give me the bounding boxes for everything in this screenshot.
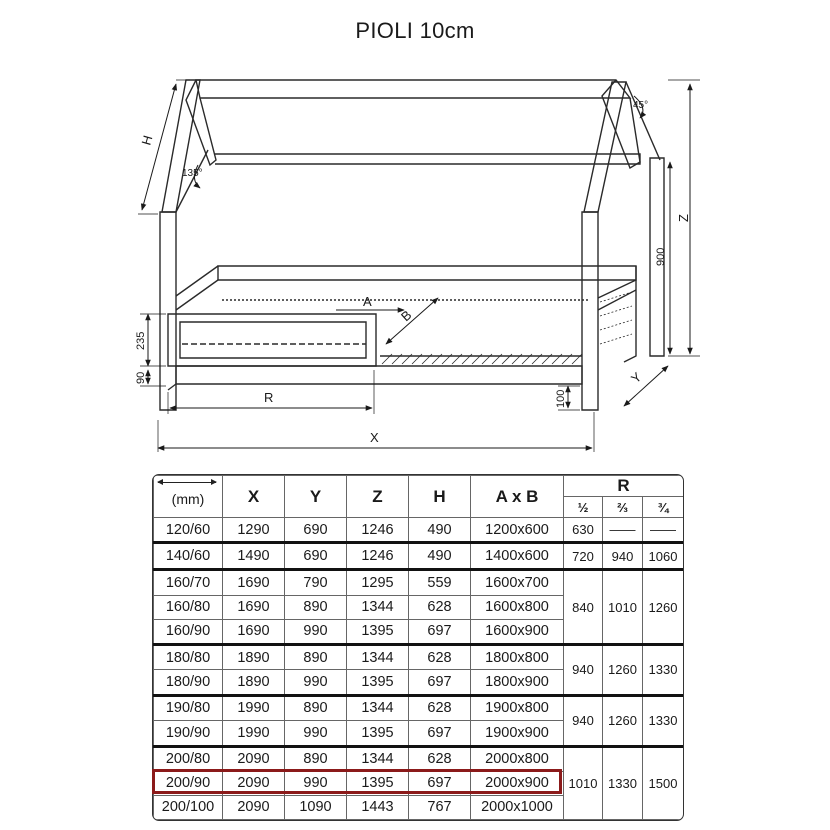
x-cell: 1690	[223, 619, 285, 644]
dim-z-label: Z	[676, 214, 691, 222]
size-table	[152, 474, 684, 821]
r-two-thirds-cell: 1010	[603, 570, 643, 645]
r-half-cell: 940	[564, 644, 603, 695]
size-cell: 200/90	[154, 771, 223, 795]
x-cell: 1690	[223, 570, 285, 595]
header-x: X	[223, 476, 285, 518]
y-cell: 690	[285, 518, 347, 543]
y-cell: 990	[285, 619, 347, 644]
z-cell: 1395	[347, 670, 409, 695]
x-cell: 1890	[223, 670, 285, 695]
size-cell: 160/80	[154, 595, 223, 619]
z-cell: 1443	[347, 795, 409, 819]
table-row	[154, 695, 684, 720]
r-three-quarters-cell: 1260	[643, 570, 684, 645]
dim-90-label: 90	[135, 371, 147, 384]
ab-cell: 1900x900	[471, 721, 564, 746]
r-three-quarters-cell: 1330	[643, 644, 684, 695]
size-cell: 140/60	[154, 543, 223, 570]
x-cell: 2090	[223, 795, 285, 819]
h-cell: 628	[409, 746, 471, 771]
z-cell: 1246	[347, 518, 409, 543]
header-r-two-thirds: ⅔	[603, 497, 643, 518]
r-half-cell: 840	[564, 570, 603, 645]
size-cell: 180/90	[154, 670, 223, 695]
ab-cell: 1900x800	[471, 695, 564, 720]
dim-235-label: 235	[135, 331, 147, 350]
r-three-quarters-cell: 1060	[643, 543, 684, 570]
ab-cell: 1600x800	[471, 595, 564, 619]
dim-r-label: R	[264, 390, 274, 405]
z-cell: 1295	[347, 570, 409, 595]
r-two-thirds-cell: 940	[603, 543, 643, 570]
dim-angle-135-label: 135°	[182, 168, 203, 179]
slat-hatching	[382, 292, 632, 364]
size-cell: 200/100	[154, 795, 223, 819]
x-cell: 1890	[223, 644, 285, 669]
dim-a-label: A	[363, 294, 372, 309]
z-cell: 1395	[347, 721, 409, 746]
y-cell: 890	[285, 746, 347, 771]
unit-header: (mm)	[154, 476, 223, 518]
z-cell: 1344	[347, 746, 409, 771]
dim-100-label: 100	[555, 389, 567, 408]
h-cell: 628	[409, 644, 471, 669]
bed-frame	[160, 80, 664, 410]
ab-cell: 1600x900	[471, 619, 564, 644]
y-cell: 890	[285, 695, 347, 720]
r-half-cell: 630	[564, 518, 603, 543]
ab-cell: 1200x600	[471, 518, 564, 543]
r-half-cell: 1010	[564, 746, 603, 819]
z-cell: 1395	[347, 771, 409, 795]
z-cell: 1395	[347, 619, 409, 644]
x-cell: 2090	[223, 746, 285, 771]
table-row	[154, 746, 684, 771]
header-ab: A x B	[471, 476, 564, 518]
r-two-thirds-cell: 1260	[603, 695, 643, 746]
x-cell: 1290	[223, 518, 285, 543]
r-two-thirds-cell: 1330	[603, 746, 643, 819]
x-cell: 2090	[223, 771, 285, 795]
ab-cell: 1600x700	[471, 570, 564, 595]
header-r-three-quarters: ¾	[643, 497, 684, 518]
x-cell: 1990	[223, 721, 285, 746]
size-cell: 160/70	[154, 570, 223, 595]
header-r-half: ½	[564, 497, 603, 518]
z-cell: 1344	[347, 595, 409, 619]
h-cell: 559	[409, 570, 471, 595]
dim-900-label: 900	[655, 247, 667, 266]
y-cell: 790	[285, 570, 347, 595]
r-three-quarters-cell: 1330	[643, 695, 684, 746]
size-cell: 190/80	[154, 695, 223, 720]
x-cell: 1990	[223, 695, 285, 720]
z-cell: 1344	[347, 695, 409, 720]
table-row	[154, 543, 684, 570]
z-cell: 1246	[347, 543, 409, 570]
header-z: Z	[347, 476, 409, 518]
size-cell: 160/90	[154, 619, 223, 644]
y-cell: 990	[285, 721, 347, 746]
y-cell: 890	[285, 595, 347, 619]
double-arrow-icon	[158, 482, 216, 483]
ab-cell: 2000x1000	[471, 795, 564, 819]
ab-cell: 1800x900	[471, 670, 564, 695]
header-r: R	[564, 476, 684, 497]
h-cell: 697	[409, 721, 471, 746]
h-cell: 697	[409, 670, 471, 695]
r-half-cell: 720	[564, 543, 603, 570]
h-cell: 628	[409, 595, 471, 619]
ab-cell: 1400x600	[471, 543, 564, 570]
ab-cell: 1800x800	[471, 644, 564, 669]
x-cell: 1490	[223, 543, 285, 570]
h-cell: 697	[409, 619, 471, 644]
table-row	[154, 570, 684, 595]
h-cell: 697	[409, 771, 471, 795]
ab-cell: 2000x900	[471, 771, 564, 795]
h-cell: 767	[409, 795, 471, 819]
dim-y-label: Y	[627, 369, 645, 387]
z-cell: 1344	[347, 644, 409, 669]
size-cell: 200/80	[154, 746, 223, 771]
table-row	[154, 518, 684, 543]
x-cell: 1690	[223, 595, 285, 619]
dim-b-label: B	[397, 307, 415, 325]
y-cell: 990	[285, 771, 347, 795]
size-cell: 120/60	[154, 518, 223, 543]
y-cell: 890	[285, 644, 347, 669]
ab-cell: 2000x800	[471, 746, 564, 771]
page-title: PIOLI 10cm	[355, 18, 475, 43]
size-cell: 180/80	[154, 644, 223, 669]
h-cell: 490	[409, 543, 471, 570]
r-half-cell: 940	[564, 695, 603, 746]
r-two-thirds-cell: ——	[603, 518, 643, 543]
dim-h-label: H	[138, 133, 156, 147]
y-cell: 1090	[285, 795, 347, 819]
size-cell: 190/90	[154, 721, 223, 746]
table-row	[154, 644, 684, 669]
r-three-quarters-cell: ——	[643, 518, 684, 543]
h-cell: 490	[409, 518, 471, 543]
header-h: H	[409, 476, 471, 518]
r-two-thirds-cell: 1260	[603, 644, 643, 695]
header-y: Y	[285, 476, 347, 518]
dim-angle-45-label: 45°	[633, 100, 649, 111]
y-cell: 990	[285, 670, 347, 695]
y-cell: 690	[285, 543, 347, 570]
h-cell: 628	[409, 695, 471, 720]
dim-x-label: X	[370, 430, 379, 445]
r-three-quarters-cell: 1500	[643, 746, 684, 819]
